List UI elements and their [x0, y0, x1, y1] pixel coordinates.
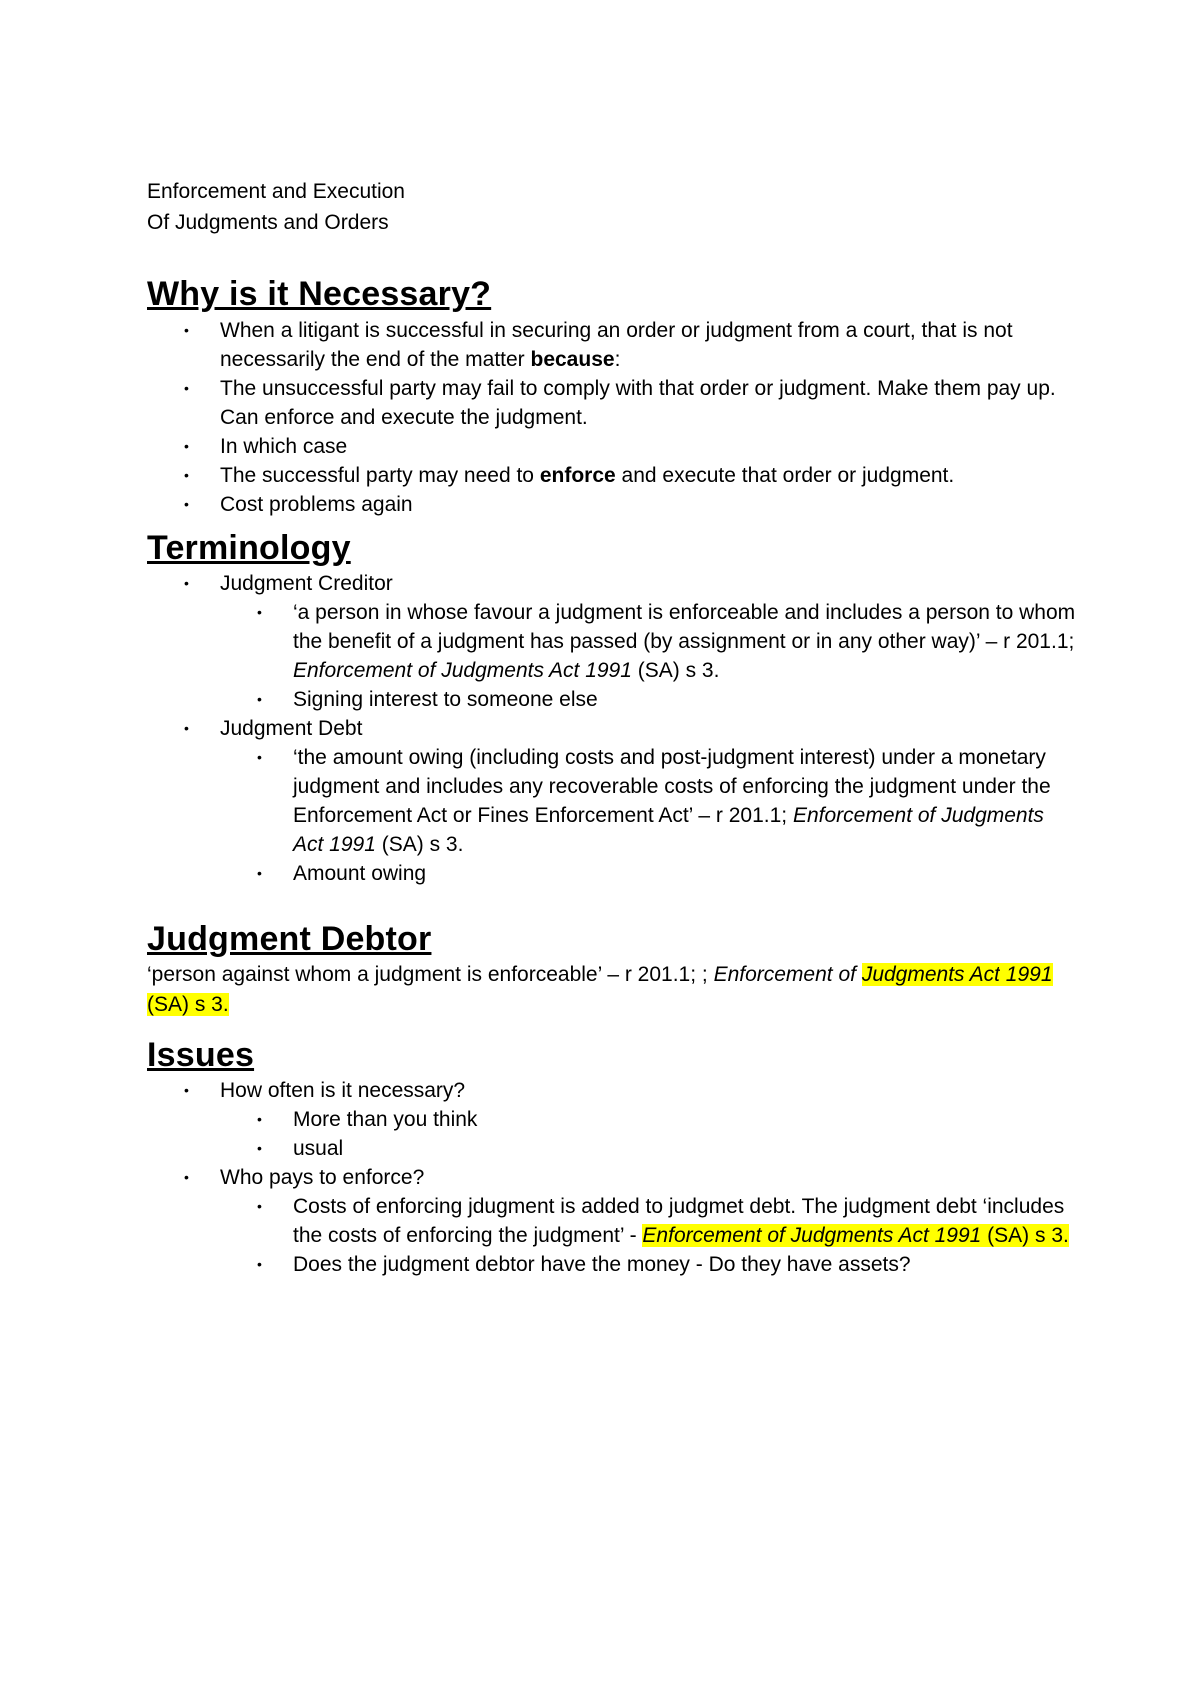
- bullet-icon: •: [257, 865, 262, 881]
- bullet-icon: •: [257, 749, 262, 765]
- creditor-sublist: [220, 598, 1077, 714]
- list-item: • Signing interest to someone else: [220, 685, 1077, 714]
- bullet-icon: •: [257, 1198, 262, 1214]
- bullet-icon: •: [184, 438, 189, 454]
- list-item: • The unsuccessful party may fail to comply with that order or judgment. Make them pay up. Can enforce and execute the judgment.: [147, 374, 1077, 432]
- bullet-icon: •: [257, 604, 262, 620]
- list-item: • ‘the amount owing (including costs and post-judgment interest) under a monetary judgment and includes any recoverable costs of enforcing the judgment under the Enforcement Act or Fines Enforcement Act’ – r 201.1; Enforcement of Judgments Act 1991 (SA) s 3.: [220, 743, 1077, 859]
- bullet-icon: •: [184, 322, 189, 338]
- act-citation: Enforcement of Judgments Act 1991: [293, 804, 1044, 856]
- bullet-icon: •: [184, 1082, 189, 1098]
- title-line-1: Enforcement and Execution: [147, 180, 405, 203]
- term-judgment-debt: Judgment Debt: [220, 717, 363, 740]
- bold-text: because: [530, 348, 615, 371]
- list-item: [147, 714, 1077, 888]
- issues-sublist: [220, 1192, 1077, 1279]
- highlighted-text: (SA) s 3.: [147, 993, 229, 1016]
- list-item: • Costs of enforcing jdugment is added to judgmet debt. The judgment debt ‘includes the costs of enforcing the judgment’ - Enforcement of Judgments Act 1991 (SA) s 3.: [220, 1192, 1077, 1250]
- issues-list: [147, 1076, 1077, 1279]
- list-item: [147, 569, 1077, 714]
- document-title-block: [147, 176, 1077, 238]
- list-item: • When a litigant is successful in securing an order or judgment from a court, that is not necessarily the end of the matter because:: [147, 316, 1077, 374]
- bullet-icon: •: [184, 380, 189, 396]
- terminology-list: [147, 569, 1077, 888]
- term-judgment-creditor: Judgment Creditor: [220, 572, 393, 595]
- issues-sublist: [220, 1105, 1077, 1163]
- list-item: • In which case: [147, 432, 1077, 461]
- highlighted-text: Enforcement of Judgments Act 1991: [642, 1224, 982, 1247]
- list-item: • usual: [220, 1134, 1077, 1163]
- bullet-icon: •: [257, 691, 262, 707]
- highlighted-text: Judgments Act: [861, 963, 1000, 986]
- bullet-icon: •: [184, 496, 189, 512]
- list-item: • The successful party may need to enforce and execute that order or judgment.: [147, 461, 1077, 490]
- highlighted-text: 1991: [1005, 963, 1053, 986]
- heading-judgment-debtor: Judgment Debtor: [147, 920, 432, 958]
- list-item: • How often is it necessary? • More than you think • usual: [147, 1076, 1077, 1163]
- list-item: • Amount owing: [220, 859, 1077, 888]
- list-item: • Who pays to enforce? • Costs of enforcing jdugment is added to judgmet debt. The judgment debt ‘includes the costs of enforcing the judgment’ - Enforcement of Judgments Act 1991 (SA) s 3. • Does the judgment debtor have the money - Do they have assets?: [147, 1163, 1077, 1279]
- list-item: • Cost problems again: [147, 490, 1077, 519]
- heading-issues: Issues: [147, 1036, 255, 1074]
- heading-why-necessary: Why is it Necessary?: [147, 275, 492, 313]
- bullet-icon: •: [184, 720, 189, 736]
- title-line-2: Of Judgments and Orders: [147, 211, 389, 234]
- bullet-icon: •: [257, 1256, 262, 1272]
- bullet-icon: •: [184, 467, 189, 483]
- list-item: • Does the judgment debtor have the money - Do they have assets?: [220, 1250, 1077, 1279]
- bullet-icon: •: [257, 1140, 262, 1156]
- bold-text: enforce: [539, 464, 616, 487]
- debtor-definition: ‘person against whom a judgment is enforceable’ – r 201.1; ; Enforcement of Judgments Act 1991 (SA) s 3.: [147, 963, 1053, 1016]
- highlighted-text: (SA) s 3.: [981, 1224, 1069, 1247]
- document-page: [147, 176, 1077, 1279]
- why-list: [147, 316, 1077, 519]
- debt-sublist: [220, 743, 1077, 888]
- bullet-icon: •: [257, 1111, 262, 1127]
- list-item: • ‘a person in whose favour a judgment is enforceable and includes a person to whom the benefit of a judgment has passed (by assignment or in any other way)’ – r 201.1; Enforcement of Judgments Act 1991 (SA) s 3.: [220, 598, 1077, 685]
- bullet-icon: •: [184, 575, 189, 591]
- heading-terminology: Terminology: [147, 529, 351, 567]
- act-citation: Enforcement of Judgments Act 1991: [293, 659, 632, 682]
- list-item: • More than you think: [220, 1105, 1077, 1134]
- bullet-icon: •: [184, 1169, 189, 1185]
